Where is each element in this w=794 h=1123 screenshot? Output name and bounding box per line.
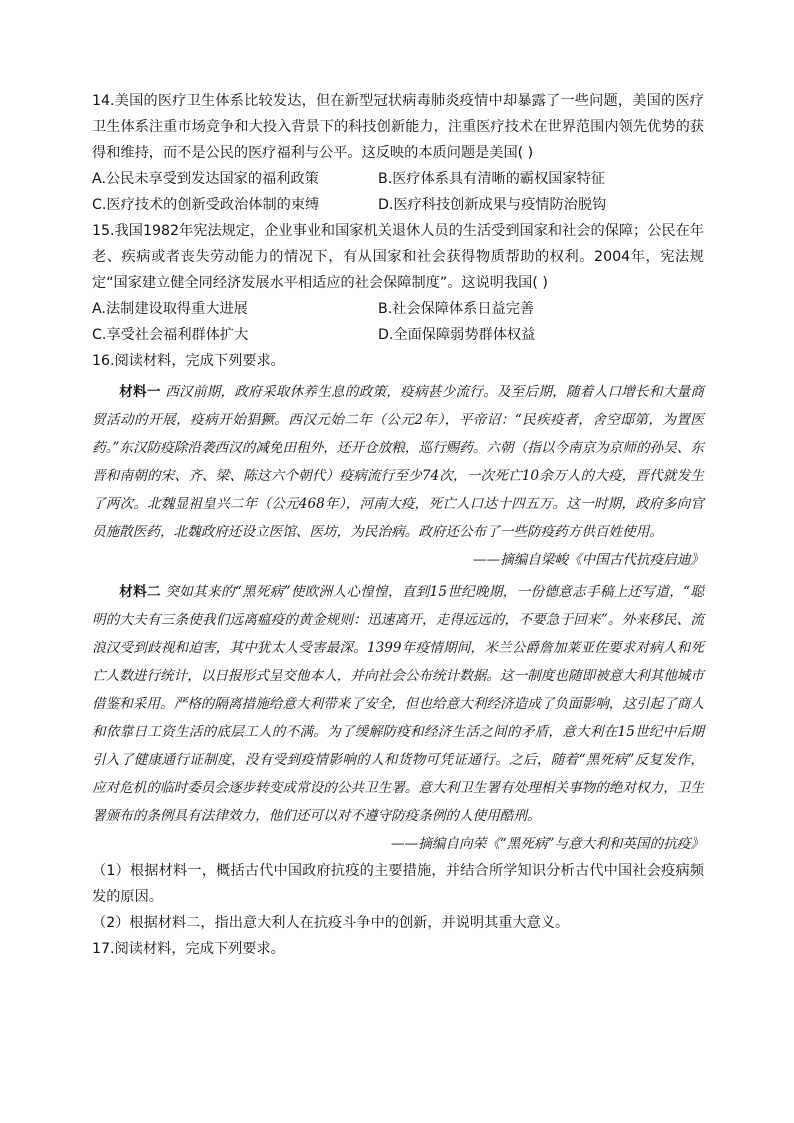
exam-page [92,88,704,962]
q15-option-d: D.全面保障弱势群体权益 [378,327,536,343]
material-2-label: 材料二 [119,584,161,600]
q14-option-d: D.医疗科技创新成果与疫情防治脱钩 [378,197,607,213]
material-1-source: ——摘编自梁峻《中国古代抗疫启迪》 [472,552,704,568]
q14-option-a: A.公民未享受到发达国家的福利政策 [92,171,319,187]
question-15-options [92,296,704,348]
question-14-stem: 14.美国的医疗卫生体系比较发达，但在新型冠状病毒肺炎疫情中却暴露了一些问题，美国的医疗卫生体系注重市场竞争和大投入背景下的科技创新能力，注重医疗技术在世界范围内领先优势的获得和维持，而不是公民的医疗福利与公平。这反映的本质问题是美国( ) [92,93,704,161]
q15-option-b: B.社会保障体系日益完善 [378,301,535,317]
material-1 [92,378,704,546]
q15-option-a: A.法制建设取得重大进展 [92,301,248,317]
q15-option-c: C.享受社会福利群体扩大 [92,327,249,343]
question-17-stem: 17.阅读材料，完成下列要求。 [92,941,285,957]
material-2 [92,578,704,830]
material-1-text: 西汉前期，政府采取休养生息的政策，疫病甚少流行。及至后期，随着人口增长和大量商贸活动的开展，疫病开始猖獗。西汉元始二年（公元2年），平帝诏：“民疾疫者，舍空邸第，为置医药。”东汉防疫除沿袭西汉的减免田租外，还开仓放粮，巡行赐药。六朝（指以今南京为京师的孙吴、东晋和南朝的宋、齐、梁、陈这六个朝代）疫病流行至少74次，一次死亡10余万人的大疫，晋代就发生了两次。北魏显祖皇兴二年（公元468年），河南大疫，死亡人口达十四五万。这一时期，政府多向官员施散医药，北魏政府还设立医馆、医坊，为民治病。政府还公布了一些防疫药方供百姓使用。 [92,384,704,540]
q14-option-c: C.医疗技术的创新受政治体制的束缚 [92,197,320,213]
material-1-label: 材料一 [119,384,161,400]
question-16-stem: 16.阅读材料，完成下列要求。 [92,353,285,369]
material-2-text: 突如其来的“黑死病”使欧洲人心惶惶，直到15世纪晚期，一份德意志手稿上还写道，“聪明的大夫有三条使我们远离瘟疫的黄金规则：迅速离开，走得远远的，不要急于回来”。外来移民、流浪汉受到歧视和迫害，其中犹太人受害最深。1399年疫情期间，米兰公爵詹加莱亚佐要求对病人和死亡人数进行统计，以日报形式呈交他本人，并向社会公布统计数据。这一制度也随即被意大利其他城市借鉴和采用。严格的隔离措施给意大利带来了安全，但也给意大利经济造成了负面影响，这引起了商人和依靠日工资生活的底层工人的不满。为了缓解防疫和经济生活之间的矛盾，意大利在15世纪中后期引入了健康通行证制度，没有受到疫情影响的人和货物可凭证通行。之后，随着“黑死病”反复发作，应对危机的临时委员会逐步转变成常设的公共卫生署。意大利卫生署有处理相关事物的绝对权力，卫生署颁布的条例具有法律效力，他们还可以对不遵守防疫条例的人使用酷刑。 [92,584,705,824]
question-16-sub-2: （2）根据材料二，指出意大利人在抗疫斗争中的创新，并说明其重大意义。 [92,915,570,931]
question-16-sub-1: （1）根据材料一，概括古代中国政府抗疫的主要措施，并结合所学知识分析古代中国社会疫病频发的原因。 [92,863,704,905]
question-15-stem: 15.我国1982年宪法规定，企业事业和国家机关退休人员的生活受到国家和社会的保障；公民在年老、疾病或者丧失劳动能力的情况下，有从国家和社会获得物质帮助的权利。2004年，宪法规定“国家建立健全同经济发展水平相适应的社会保障制度”。这说明我国( ) [92,223,705,291]
material-2-source: ——摘编自向荣《“黑死病”与意大利和英国的抗疫》 [391,836,704,852]
question-14-options [92,166,704,218]
q14-option-b: B.医疗体系具有清晰的霸权国家特征 [378,171,606,187]
